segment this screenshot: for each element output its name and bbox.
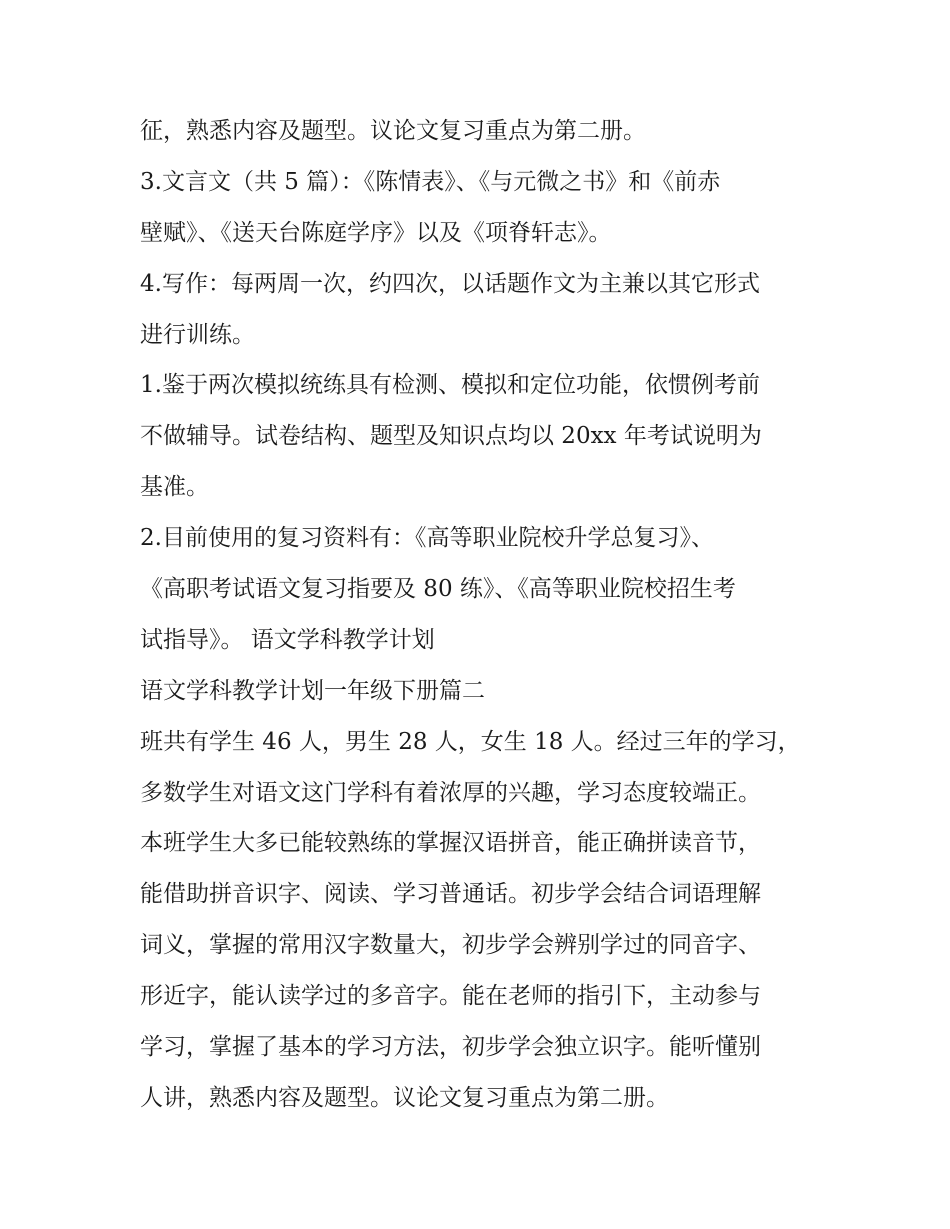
text-line: 进行训练。 [140, 321, 255, 348]
text-line: 词义，掌握的常用汉字数量大，初步学会辨别学过的同音字、 [140, 932, 761, 959]
text-line: 征，熟悉内容及题型。议论文复习重点为第二册。 [140, 118, 646, 144]
text-line: 语文学科教学计划一年级下册篇二 [140, 677, 485, 704]
text-line: 本班学生大多已能较熟练的掌握汉语拼音，能正确拼读音节， [140, 830, 761, 857]
text-line: 4.写作：每两周一次，约四次，以话题作文为主兼以其它形式 [140, 270, 760, 297]
text-line: 学习，掌握了基本的学习方法，初步学会独立识字。能听懂别 [140, 1034, 761, 1061]
text-line: 《高职考试语文复习指要及 80 练》、《高等职业院校招生考 [140, 576, 736, 603]
text-line: 能借助拼音识字、阅读、学习普通话。初步学会结合词语理解 [140, 881, 761, 908]
text-line: 班共有学生 46 人，男生 28 人，女生 18 人。经过三年的学习， [140, 728, 801, 755]
text-line: 3.文言文（共 5 篇）：《陈情表》、《与元微之书》和《前赤 [140, 168, 721, 195]
text-line: 人讲，熟悉内容及题型。议论文复习重点为第二册。 [140, 1084, 669, 1111]
text-line: 形近字，能认读学过的多音字。能在老师的指引下，主动参与 [140, 983, 761, 1010]
text-line: 2.目前使用的复习资料有：《高等职业院校升学总复习》、 [140, 525, 714, 552]
text-line: 1.鉴于两次模拟统练具有检测、模拟和定位功能，依惯例考前 [140, 372, 760, 399]
body-text [140, 106, 830, 1124]
text-line: 试指导》。 语文学科教学计划 [140, 626, 435, 653]
text-line: 壁赋》、《送天台陈庭学序》以及《项脊轩志》。 [140, 219, 612, 246]
text-line: 基准。 [140, 474, 209, 501]
text-line: 多数学生对语文这门学科有着浓厚的兴趣，学习态度较端正。 [140, 779, 761, 806]
text-line: 不做辅导。试卷结构、题型及知识点均以 20xx 年考试说明为 [140, 423, 762, 450]
